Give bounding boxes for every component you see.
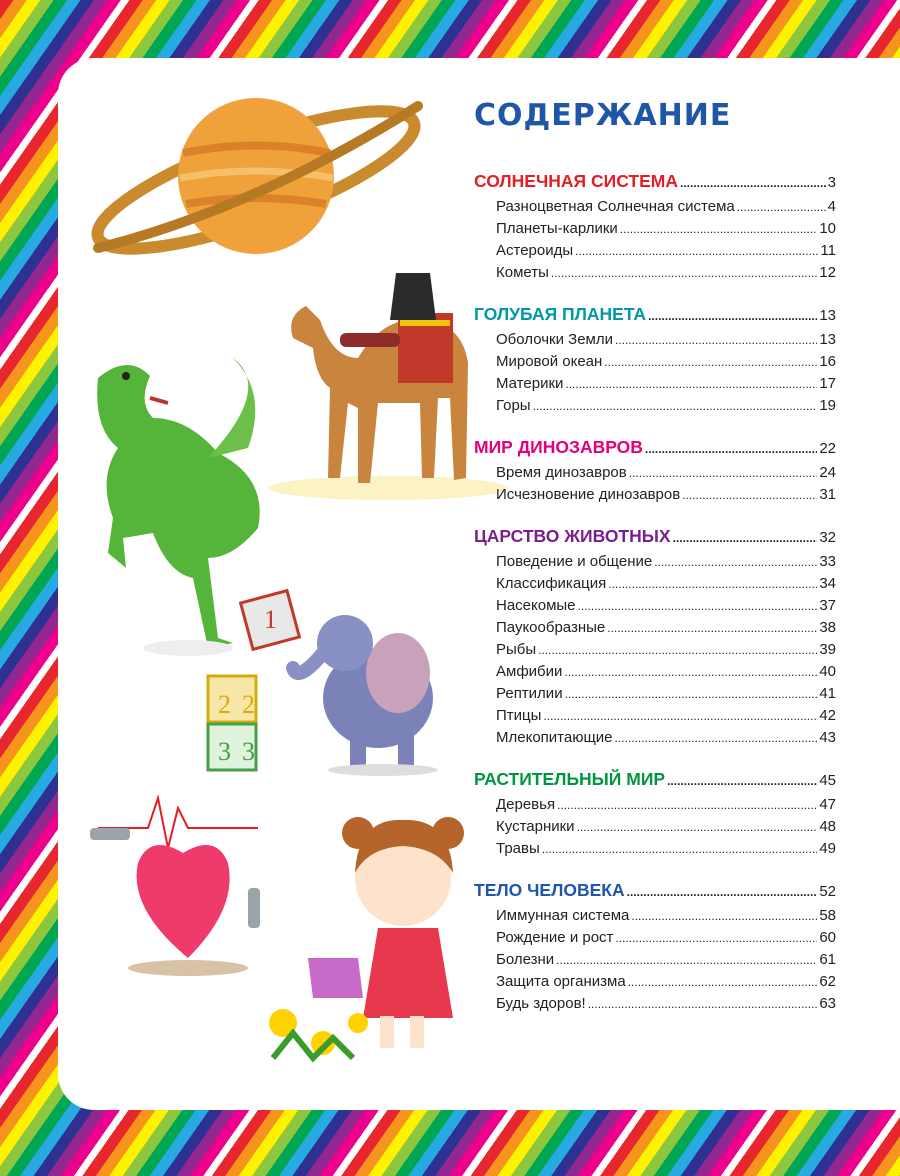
section-title: ТЕЛО ЧЕЛОВЕКА — [474, 880, 625, 900]
toc-entry[interactable] — [474, 575, 836, 597]
page-number: 13 — [819, 331, 836, 348]
dot-leader — [533, 399, 818, 413]
toc-entry[interactable] — [474, 685, 836, 707]
toc-entry[interactable] — [474, 353, 836, 375]
heart-illustration — [90, 798, 260, 976]
block-label: 1 — [264, 605, 277, 634]
entry-title: Время динозавров — [496, 464, 627, 481]
page-number: 24 — [819, 464, 836, 481]
page-number: 58 — [819, 907, 836, 924]
entry-title: Разноцветная Солнечная система — [496, 198, 735, 215]
toc-entry[interactable] — [474, 707, 836, 729]
page-number: 16 — [819, 353, 836, 370]
entry-title: Деревья — [496, 796, 556, 813]
dot-leader — [648, 309, 817, 323]
entry-title: Рыбы — [496, 641, 537, 658]
toc-section-heading[interactable] — [474, 437, 836, 458]
page-number: 19 — [819, 397, 836, 414]
toc-entry[interactable] — [474, 597, 836, 619]
dot-leader — [737, 200, 826, 214]
page-number: 48 — [819, 818, 836, 835]
toc-section — [474, 171, 836, 286]
entry-title: Астероиды — [496, 242, 574, 259]
toc-section — [474, 437, 836, 508]
block-label: 3 — [218, 737, 231, 766]
toc-section-heading[interactable] — [474, 880, 836, 901]
block-label: 2 — [242, 690, 255, 719]
toc-entry[interactable] — [474, 951, 836, 973]
entry-title: Иммунная система — [496, 907, 630, 924]
page-number: 52 — [819, 883, 836, 900]
toc-section-heading[interactable] — [474, 769, 836, 790]
toc-entry[interactable] — [474, 553, 836, 575]
toc-section-heading[interactable] — [474, 171, 836, 192]
dot-leader — [588, 997, 818, 1011]
page-number: 38 — [819, 619, 836, 636]
dot-leader — [620, 222, 818, 236]
toc-section — [474, 304, 836, 419]
toc-entry[interactable] — [474, 486, 836, 508]
page-number: 39 — [819, 641, 836, 658]
dot-leader — [615, 333, 817, 347]
saturn-illustration — [84, 85, 427, 275]
dot-leader — [607, 621, 817, 635]
toc-entry[interactable] — [474, 331, 836, 353]
entry-title: Исчезновение динозавров — [496, 486, 681, 503]
page-number: 12 — [819, 264, 836, 281]
section-title: МИР ДИНОЗАВРОВ — [474, 437, 643, 457]
page-number: 34 — [819, 575, 836, 592]
dot-leader — [680, 176, 826, 190]
entry-title: Насекомые — [496, 597, 576, 614]
contents-title: СОДЕРЖАНИЕ — [474, 98, 732, 133]
toc-entry[interactable] — [474, 198, 836, 220]
toc-section-heading[interactable] — [474, 526, 836, 547]
page-number: 49 — [819, 840, 836, 857]
toc-entry[interactable] — [474, 220, 836, 242]
dot-leader — [578, 599, 818, 613]
page-number: 42 — [819, 707, 836, 724]
toc-entry[interactable] — [474, 818, 836, 840]
page-number: 4 — [827, 198, 836, 215]
entry-title: Кустарники — [496, 818, 575, 835]
toc-entry[interactable] — [474, 375, 836, 397]
toc-section — [474, 526, 836, 751]
contents-page — [58, 58, 900, 1110]
flowers-illustration — [269, 1009, 368, 1058]
toc-entry[interactable] — [474, 973, 836, 995]
toc-section — [474, 769, 836, 862]
entry-title: Рождение и рост — [496, 929, 614, 946]
entry-title: Защита организма — [496, 973, 626, 990]
camel-illustration — [268, 246, 508, 500]
entry-title: Болезни — [496, 951, 555, 968]
toc-entry[interactable] — [474, 929, 836, 951]
dot-leader — [564, 665, 817, 679]
toc-entry[interactable] — [474, 641, 836, 663]
dot-leader — [667, 774, 817, 788]
block-label: 3 — [242, 737, 255, 766]
page-number: 10 — [819, 220, 836, 237]
dot-leader — [627, 885, 818, 899]
entry-title: Материки — [496, 375, 564, 392]
dot-leader — [543, 709, 817, 723]
dot-leader — [538, 643, 817, 657]
toc-entry[interactable] — [474, 995, 836, 1017]
entry-title: Поведение и общение — [496, 553, 653, 570]
section-title: СОЛНЕЧНАЯ СИСТЕМА — [474, 171, 678, 191]
girl-illustration — [269, 817, 464, 1058]
page-number: 60 — [819, 929, 836, 946]
dot-leader — [673, 531, 818, 545]
toc-entry[interactable] — [474, 729, 836, 751]
page-number: 63 — [819, 995, 836, 1012]
dot-leader — [542, 842, 818, 856]
toc-section-heading[interactable] — [474, 304, 836, 325]
entry-title: Кометы — [496, 264, 549, 281]
page-number: 45 — [819, 772, 836, 789]
dot-leader — [565, 687, 818, 701]
entry-title: Амфибии — [496, 663, 563, 680]
dot-leader — [631, 909, 817, 923]
page-number: 32 — [819, 529, 836, 546]
section-title: РАСТИТЕЛЬНЫЙ МИР — [474, 769, 666, 789]
dot-leader — [565, 377, 817, 391]
toc-entry[interactable] — [474, 840, 836, 862]
page-number: 11 — [820, 242, 836, 259]
dot-leader — [615, 731, 818, 745]
entry-title: Рептилии — [496, 685, 563, 702]
toc-entry[interactable] — [474, 264, 836, 286]
toc-entry[interactable] — [474, 663, 836, 685]
toc-entry[interactable] — [474, 242, 836, 264]
entry-title: Травы — [496, 840, 540, 857]
elephant-illustration — [208, 591, 438, 776]
page-number: 31 — [819, 486, 836, 503]
dot-leader — [604, 355, 817, 369]
page-number: 47 — [819, 796, 836, 813]
page-number: 62 — [819, 973, 836, 990]
entry-title: Будь здоров! — [496, 995, 586, 1012]
toc-entry[interactable] — [474, 796, 836, 818]
illustrations — [58, 58, 528, 1110]
entry-title: Мировой океан — [496, 353, 603, 370]
dot-leader — [575, 244, 818, 258]
entry-title: Классификация — [496, 575, 607, 592]
page-number: 33 — [819, 553, 836, 570]
page-number: 40 — [819, 663, 836, 680]
page-number: 37 — [819, 597, 836, 614]
entry-title: Млекопитающие — [496, 729, 613, 746]
toc-entry[interactable] — [474, 397, 836, 419]
dot-leader — [615, 931, 817, 945]
dot-leader — [682, 488, 817, 502]
dinosaur-illustration — [97, 358, 259, 656]
dot-leader — [654, 555, 817, 569]
dot-leader — [608, 577, 817, 591]
dot-leader — [556, 953, 817, 967]
block-label: 2 — [218, 690, 231, 719]
section-title: ЦАРСТВО ЖИВОТНЫХ — [474, 526, 671, 546]
entry-title: Горы — [496, 397, 531, 414]
entry-title: Оболочки Земли — [496, 331, 613, 348]
entry-title: Птицы — [496, 707, 542, 724]
page-number: 61 — [819, 951, 836, 968]
section-title: ГОЛУБАЯ ПЛАНЕТА — [474, 304, 647, 324]
page-number: 17 — [819, 375, 836, 392]
dot-leader — [645, 442, 817, 456]
toc-entry[interactable] — [474, 464, 836, 486]
table-of-contents — [474, 98, 836, 1035]
dot-leader — [577, 820, 818, 834]
dot-leader — [551, 266, 817, 280]
entry-title: Планеты-карлики — [496, 220, 618, 237]
page-number: 43 — [819, 729, 836, 746]
dot-leader — [629, 466, 818, 480]
page-number: 41 — [819, 685, 836, 702]
toc-entry[interactable] — [474, 907, 836, 929]
page-number: 22 — [819, 440, 836, 457]
dot-leader — [628, 975, 818, 989]
entry-title: Паукообразные — [496, 619, 606, 636]
toc-sections — [474, 171, 836, 1017]
page-number: 3 — [827, 174, 836, 191]
dot-leader — [557, 798, 817, 812]
toc-entry[interactable] — [474, 619, 836, 641]
page-number: 13 — [819, 307, 836, 324]
toc-section — [474, 880, 836, 1017]
